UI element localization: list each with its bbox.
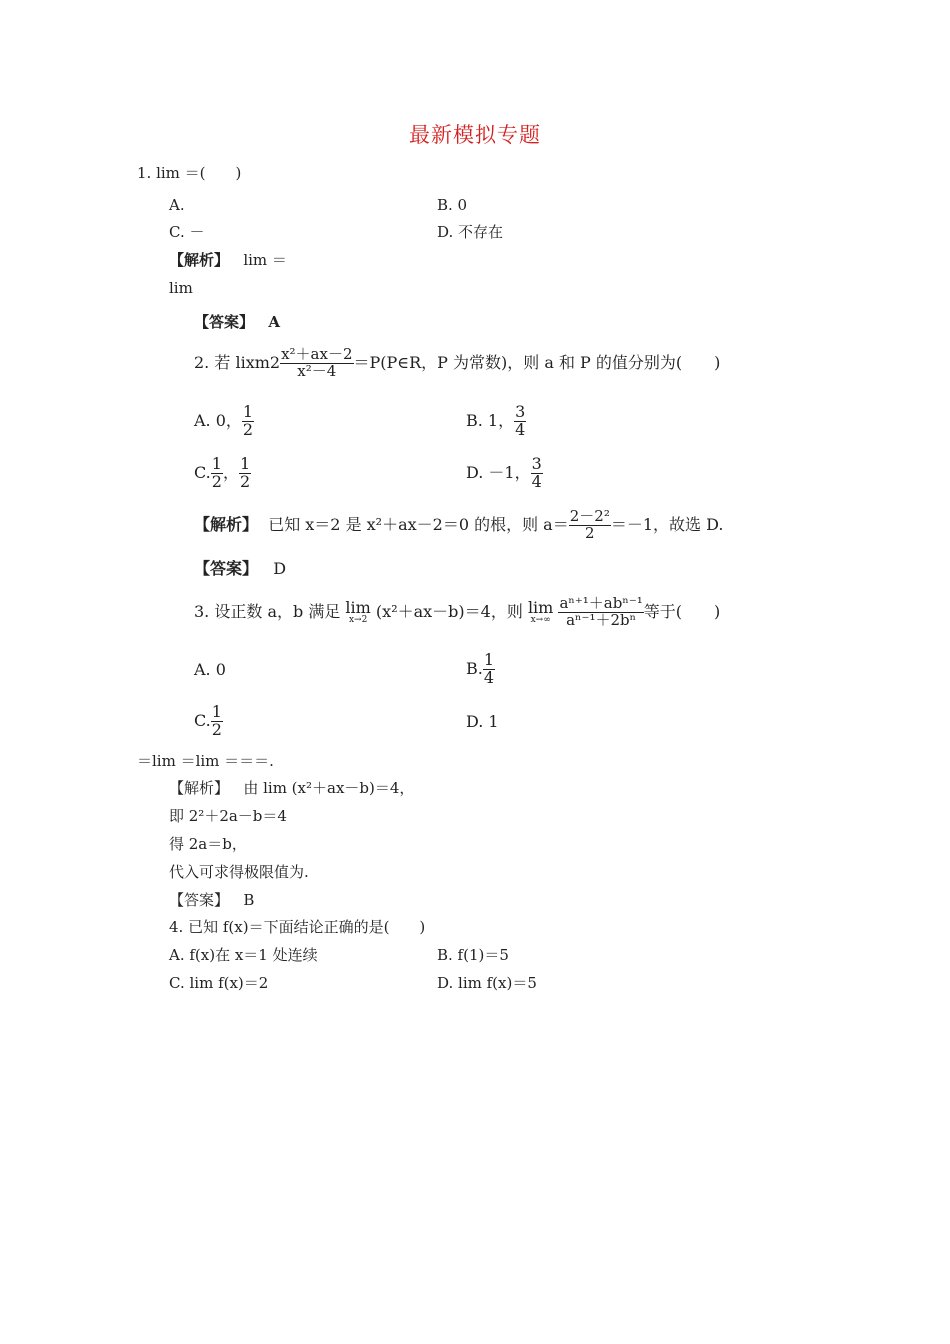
q1-answer-label: 【答案】: [194, 313, 255, 331]
q3-analysis-line3: 得 2a＝b，: [169, 835, 247, 853]
q1-option-d: D. 不存在: [437, 223, 504, 241]
q3-stem-post: 等于( ): [643, 601, 721, 621]
q2-fraction-den: x²－4: [297, 361, 337, 380]
q2-option-c-sep: ，: [222, 462, 239, 482]
q3-answer-value: B: [243, 891, 255, 909]
q3-stem-mid: (x²＋ax－b)＝4，则: [375, 601, 523, 621]
q1-option-b: B. 0: [437, 196, 468, 214]
q3-stem: [194, 596, 720, 629]
frac-den: 4: [483, 667, 495, 687]
frac-num: 1: [239, 454, 251, 473]
q3-option-a: A. 0: [194, 660, 226, 679]
q2-option-a-label: A. 0，: [194, 410, 242, 430]
q2-analysis-post: ＝－1，故选 D.: [610, 514, 724, 534]
q2-option-a: [194, 404, 254, 439]
frac-num: 1: [211, 454, 222, 473]
q4-option-d: D. lim f(x)＝5: [437, 974, 537, 992]
q2-analysis-frac: [569, 509, 611, 542]
q3-option-c-frac: [211, 704, 223, 739]
frac-num: aⁿ⁺¹＋abⁿ⁻¹: [559, 594, 643, 612]
q2-fraction: [280, 347, 353, 380]
q3-stem-pre: 设正数 a，b 满足: [214, 601, 341, 621]
q2-option-b: [466, 404, 526, 439]
q2-ruo: 若: [214, 352, 231, 372]
q3-option-c: [194, 704, 223, 739]
q1-analysis-line2: lim: [169, 279, 193, 297]
q3-option-c-label: C.: [194, 710, 211, 730]
q3-analysis-line2: 即 2²＋2a－b＝4: [169, 807, 287, 825]
q3-option-b-frac: [483, 652, 495, 687]
frac-num: 3: [515, 402, 526, 421]
q3-option-b: [466, 652, 495, 687]
q2-analysis: [194, 509, 723, 542]
frac-den: 2: [585, 523, 595, 542]
q2-analysis-pre: 已知 x＝2 是 x²＋ax－2＝0 的根，则 a＝: [268, 514, 569, 534]
q3-analysis-line1: [169, 781, 414, 796]
q1-option-c: C. －: [169, 223, 205, 241]
frac-num: 3: [531, 454, 542, 473]
q2-option-d: [466, 456, 543, 491]
lim-sub: x→2: [348, 614, 368, 625]
q4-stem: 4. 已知 f(x)＝下面结论正确的是( ): [169, 918, 426, 936]
q2-option-d-frac: [531, 456, 543, 491]
frac-den: 2: [211, 471, 222, 491]
q2-option-c-frac: [211, 456, 223, 491]
q3-analysis-label: 【解析】: [169, 779, 230, 797]
q3-analysis-text: 由 lim (x²＋ax－b)＝4，: [243, 779, 415, 797]
q4-option-c: C. lim f(x)＝2: [169, 974, 269, 992]
q2-option-c: [194, 456, 251, 491]
q2-number: 2.: [194, 352, 210, 372]
q2-answer: [194, 561, 286, 577]
q2-option-b-label: B. 1，: [466, 410, 515, 430]
q2-option-c-frac2: [239, 456, 251, 491]
frac-den: 4: [531, 471, 542, 491]
q3-number: 3.: [194, 601, 210, 621]
q3-option-b-label: B.: [466, 658, 483, 678]
q1-analysis-label: 【解析】: [169, 251, 230, 269]
frac-num: 2－2²: [569, 507, 610, 525]
q2-option-c-label: C.: [194, 462, 211, 482]
q4-option-a: A. f(x)在 x＝1 处连续: [169, 946, 318, 964]
lim-text: lim: [527, 597, 554, 617]
lim-sub: x→∞: [530, 614, 551, 625]
frac-den: 2: [239, 471, 251, 491]
q2-stem-rest: ＝P(P∈R，P 为常数)，则 a 和 P 的值分别为( ): [353, 352, 721, 372]
q3-answer-label: 【答案】: [169, 891, 230, 909]
page-title: 最新模拟专题: [409, 123, 541, 147]
frac-den: 2: [242, 419, 254, 439]
frac-den: aⁿ⁻¹＋2bⁿ: [566, 610, 637, 629]
q1-stem: 1. lim ＝( ): [137, 164, 242, 182]
q2-answer-label: 【答案】: [194, 559, 259, 578]
q1-analysis-text: lim ＝: [243, 251, 287, 269]
q4-option-b: B. f(1)＝5: [437, 946, 509, 964]
q2-answer-value: D: [273, 559, 287, 578]
q3-answer: [169, 893, 254, 908]
q2-analysis-label: 【解析】: [194, 514, 259, 534]
frac-num: 1: [211, 702, 222, 721]
frac-den: 4: [515, 419, 526, 439]
lim-text: lim: [345, 597, 371, 617]
q3-lim1: [345, 597, 371, 625]
frac-den: 2: [211, 719, 222, 739]
q2-fraction-num: x²＋ax－2: [281, 345, 353, 363]
q1-answer-value: A: [268, 313, 280, 331]
q2-option-a-frac: [242, 404, 254, 439]
q2-stem: [194, 347, 720, 380]
q1-analysis: [169, 253, 287, 268]
q3-chain: ＝lim ＝lim ＝＝＝.: [137, 752, 274, 770]
q3-lim2: [527, 597, 554, 625]
q3-analysis-line4: 代入可求得极限值为.: [169, 863, 309, 881]
q3-fraction: [558, 596, 643, 629]
q1-answer: [194, 315, 280, 330]
q3-option-d: D. 1: [466, 712, 499, 731]
q2-option-d-label: D. －1，: [466, 462, 531, 482]
frac-num: 1: [483, 650, 495, 669]
q1-option-a: A.: [169, 196, 185, 214]
frac-num: 1: [242, 402, 254, 421]
q2-option-b-frac: [514, 404, 526, 439]
q2-lim: lixm2: [235, 352, 281, 372]
